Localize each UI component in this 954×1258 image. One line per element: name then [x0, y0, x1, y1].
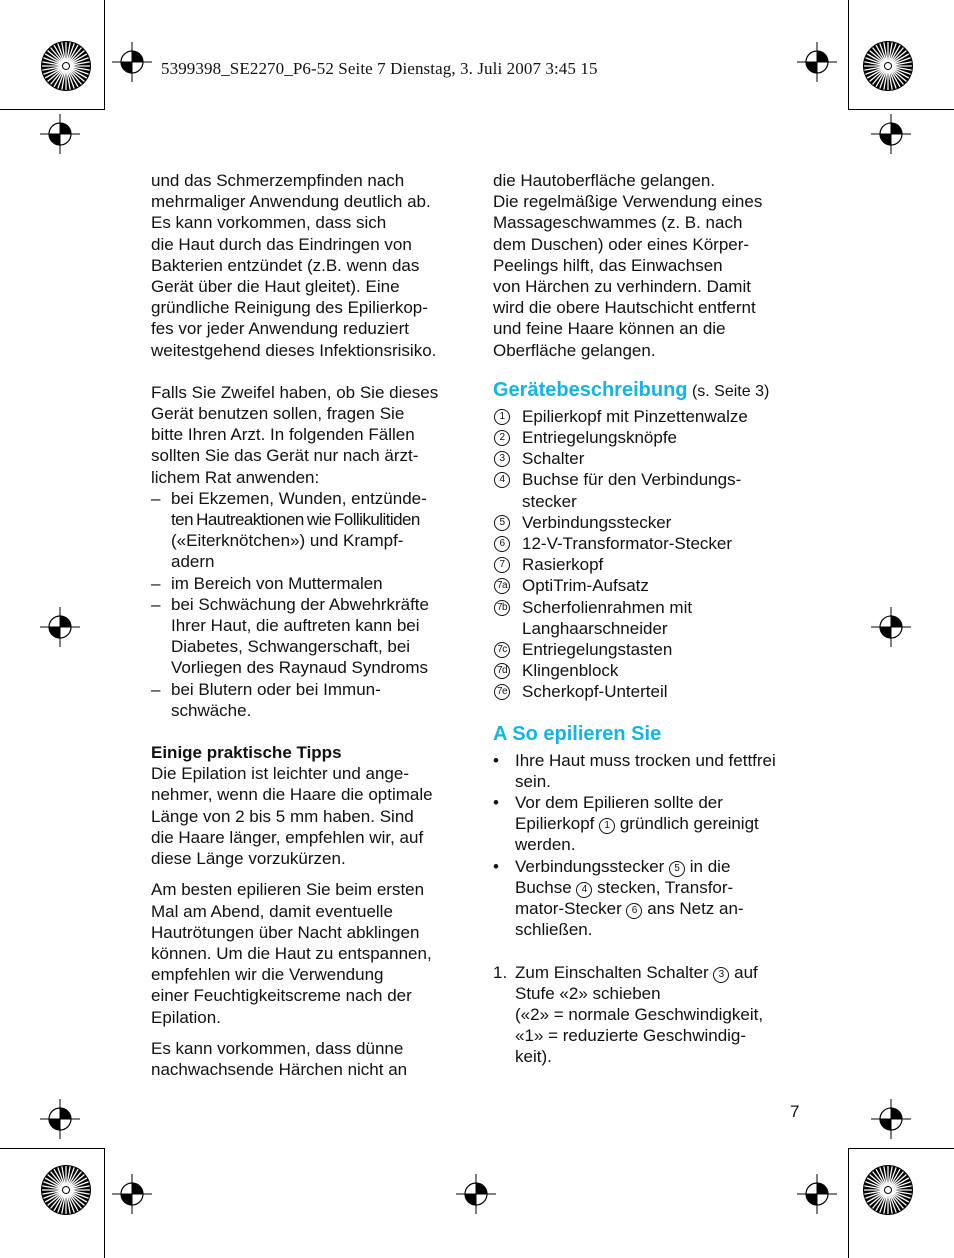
text-line: «1» = reduzierte Geschwindig- [515, 1026, 747, 1046]
text-line: Bakterien entzündet (z.B. wenn das [151, 255, 420, 275]
part-label: Buchse für den Verbindungs- [522, 470, 742, 490]
text-line: stecken, Transfor- [592, 877, 734, 897]
text-line: Diabetes, Schwangerschaft, bei [171, 637, 411, 657]
text-line: Vor dem Epilieren sollte der [515, 793, 723, 813]
paragraph [493, 170, 813, 361]
text-line: Zum Einschalten Schalter [515, 962, 714, 982]
paragraph [151, 382, 471, 488]
bullet-item [493, 856, 813, 941]
part-reference: 4 [576, 882, 592, 898]
text-line: bei Ekzemen, Wunden, entzünde- [171, 488, 427, 508]
text-line: bitte Ihren Arzt. In folgenden Fällen [151, 425, 415, 445]
text-line: die Haare länger, empfehlen wir, auf [151, 827, 424, 847]
text-line: keit). [515, 1047, 552, 1067]
text-line: auf [729, 962, 758, 982]
bullet-item [493, 750, 813, 792]
dash-marker: – [151, 594, 161, 614]
paragraph [151, 879, 471, 1027]
text-line: Länge von 2 bis 5 mm haben. Sind [151, 806, 414, 826]
registration-star-bottom-left [40, 1164, 92, 1216]
crosshair-bottom-center [456, 1174, 496, 1214]
dash-marker: – [151, 573, 161, 593]
bullet-marker: • [493, 750, 499, 770]
part-item [493, 512, 813, 533]
text-line: können. Um die Haut zu entspannen, [151, 943, 432, 963]
part-number: 7d [494, 663, 510, 679]
text-line: im Bereich von Muttermalen [171, 573, 383, 593]
text-line: weitestgehend dieses Infektionsrisiko. [151, 340, 437, 360]
text-line: Stufe «2» schieben [515, 983, 661, 1003]
crosshair-top-center-left [112, 42, 152, 82]
part-label: Scherkopf-Unterteil [522, 682, 668, 702]
text-line: Vorliegen des Raynaud Syndroms [171, 658, 429, 678]
part-number: 7b [494, 600, 510, 616]
text-line: Ihrer Haut, die auftreten kann bei [171, 616, 420, 636]
text-line: lichem Rat anwenden: [151, 467, 320, 487]
trim-line [104, 1148, 105, 1258]
part-item [493, 448, 813, 469]
crosshair-lower-right [871, 1099, 911, 1139]
part-item [493, 681, 813, 702]
bullet-marker: • [493, 856, 499, 876]
trim-line [848, 0, 849, 110]
section-heading-epilating: A So epilieren Sie [493, 722, 662, 745]
text-line: Mal am Abend, damit eventuelle [151, 901, 393, 921]
text-line: Ihre Haut muss trocken und fettfrei [515, 750, 776, 770]
crosshair-bottom-left [112, 1174, 152, 1214]
part-label: Langhaarschneider [522, 618, 668, 638]
part-label: Klingenblock [522, 661, 619, 681]
crosshair-top-center-right [797, 42, 837, 82]
text-line: Epilation. [151, 1007, 221, 1027]
part-number: 7a [494, 578, 510, 594]
right-column [493, 170, 813, 1068]
text-line: die Hautoberfläche gelangen. [493, 171, 716, 190]
part-reference: 5 [669, 861, 685, 877]
part-number: 7c [494, 642, 510, 658]
text-line: empfehlen wir die Verwendung [151, 965, 384, 985]
text-line: ten Hautreaktionen wie Follikulitiden [171, 510, 420, 530]
section-heading-device-description [493, 377, 813, 405]
page-number: 7 [790, 1102, 800, 1121]
section-page-reference: (s. Seite 3) [687, 382, 770, 400]
part-number: 5 [494, 515, 510, 531]
text-line: Verbindungsstecker [515, 856, 670, 876]
part-item [493, 406, 813, 427]
text-line: die Haut durch das Eindringen von [151, 234, 412, 254]
text-line: Epilierkopf [515, 814, 600, 834]
part-number: 7 [494, 557, 510, 573]
text-line: fes vor jeder Anwendung reduziert [151, 319, 409, 339]
bullet-marker: • [493, 793, 499, 813]
part-number: 3 [494, 451, 510, 467]
list-item [151, 594, 471, 679]
part-reference: 3 [713, 967, 729, 983]
list-item [151, 573, 471, 594]
text-line: Falls Sie Zweifel haben, ob Sie dieses [151, 382, 439, 402]
paragraph [151, 1038, 471, 1080]
trim-line [848, 1148, 849, 1258]
part-item [493, 639, 813, 660]
text-line: Oberfläche gelangen. [493, 340, 656, 360]
left-column [151, 170, 471, 1080]
trim-line [104, 0, 105, 110]
text-line: gründlich gereinigt [615, 814, 759, 834]
text-line: und feine Haare können an die [493, 319, 726, 339]
text-line: sein. [515, 771, 551, 791]
part-reference: 6 [626, 903, 642, 919]
part-item [493, 533, 813, 554]
text-line: wird die obere Hautschicht entfernt [493, 298, 756, 318]
crosshair-middle-right [871, 607, 911, 647]
text-line: Peelings hilft, das Einwachsen [493, 255, 723, 275]
text-line: mehrmaliger Anwendung deutlich ab. [151, 192, 431, 212]
part-number: 6 [494, 536, 510, 552]
section-title: Gerätebeschreibung [493, 378, 688, 401]
part-label: Epilierkopf mit Pinzettenwalze [522, 406, 748, 426]
crosshair-upper-right [871, 114, 911, 154]
part-label: Entriegelungsknöpfe [522, 428, 678, 448]
trim-line [0, 109, 105, 110]
crosshair-middle-left [40, 607, 80, 647]
part-item [493, 597, 813, 639]
part-item [493, 427, 813, 448]
part-number: 7e [494, 684, 510, 700]
text-line: («Eiterknötchen») und Krampf- [171, 531, 404, 551]
part-reference: 1 [599, 818, 615, 834]
text-line: werden. [515, 835, 576, 855]
part-label: stecker [522, 491, 577, 511]
text-line: Es kann vorkommen, dass dünne [151, 1038, 404, 1058]
instruction-bullets [493, 750, 813, 941]
text-line: in die [685, 856, 731, 876]
text-line: mator-Stecker [515, 899, 627, 919]
trim-line [0, 1148, 105, 1149]
part-label: Verbindungsstecker [522, 512, 672, 532]
text-line: gründliche Reinigung des Epilierkop- [151, 298, 428, 318]
text-line: Es kann vorkommen, dass sich [151, 213, 387, 233]
step-number: 1. [493, 962, 508, 982]
crosshair-bottom-right [797, 1174, 837, 1214]
parts-list [493, 406, 813, 703]
print-slug-header: 5399398_SE2270_P6-52 Seite 7 Dienstag, 3. Juli 2007 3:45 15 [161, 59, 598, 78]
text-line: bei Schwächung der Abwehrkräfte [171, 594, 429, 614]
text-line: nehmer, wenn die Haare die optimale [151, 785, 433, 805]
registration-star-top-right [862, 40, 914, 92]
registration-star-bottom-right [862, 1164, 914, 1216]
crosshair-upper-left [40, 114, 80, 154]
paragraph [151, 170, 471, 361]
part-label: OptiTrim-Aufsatz [522, 576, 649, 596]
part-label: Rasierkopf [522, 555, 604, 575]
text-line: sollten Sie das Gerät nur nach ärzt- [151, 446, 419, 466]
crosshair-lower-left [40, 1099, 80, 1139]
text-line: bei Blutern oder bei Immun- [171, 679, 381, 699]
text-line: Am besten epilieren Sie beim ersten [151, 880, 425, 900]
text-line: adern [171, 552, 215, 572]
part-number: 1 [494, 409, 510, 425]
part-label: Schalter [522, 449, 585, 469]
text-line: Massageschwammes (z. B. nach [493, 213, 743, 233]
text-line: («2» = normale Geschwindigkeit, [515, 1004, 764, 1024]
part-label: 12-V-Transformator-Stecker [522, 534, 733, 554]
subheading-tips: Einige praktische Tipps [151, 743, 342, 763]
text-line: schließen. [515, 920, 593, 940]
text-line: Buchse [515, 877, 577, 897]
text-line: und das Schmerzempfinden nach [151, 171, 405, 190]
text-line: dem Duschen) oder eines Körper- [493, 234, 750, 254]
part-item [493, 469, 813, 511]
text-line: Gerät über die Haut gleitet). Eine [151, 277, 400, 297]
numbered-step [493, 962, 813, 1068]
trim-line [848, 109, 954, 110]
part-item [493, 575, 813, 596]
dash-marker: – [151, 488, 161, 508]
text-line: Hautrötungen über Nacht abklingen [151, 922, 420, 942]
part-label: Scherfolienrahmen mit [522, 597, 693, 617]
text-line: diese Länge vorzukürzen. [151, 849, 346, 869]
text-line: ans Netz an- [642, 899, 744, 919]
registration-star-top-left [40, 40, 92, 92]
text-line: nachwachsende Härchen nicht an [151, 1059, 408, 1079]
part-item [493, 554, 813, 575]
trim-line [848, 1148, 954, 1149]
part-label: Entriegelungstasten [522, 640, 673, 660]
bullet-item [493, 792, 813, 856]
text-line: einer Feuchtigkeitscreme nach der [151, 986, 412, 1006]
text-line: Die Epilation ist leichter und ange- [151, 764, 409, 784]
list-item [151, 679, 471, 721]
text-line: Gerät benutzen sollen, fragen Sie [151, 404, 405, 424]
text-line: Die regelmäßige Verwendung eines [493, 192, 763, 212]
text-line: schwäche. [171, 700, 252, 720]
part-item [493, 660, 813, 681]
part-number: 2 [494, 430, 510, 446]
paragraph [151, 763, 471, 869]
part-number: 4 [494, 472, 510, 488]
text-line: von Härchen zu verhindern. Damit [493, 277, 751, 297]
list-item [151, 488, 471, 573]
dash-marker: – [151, 679, 161, 699]
